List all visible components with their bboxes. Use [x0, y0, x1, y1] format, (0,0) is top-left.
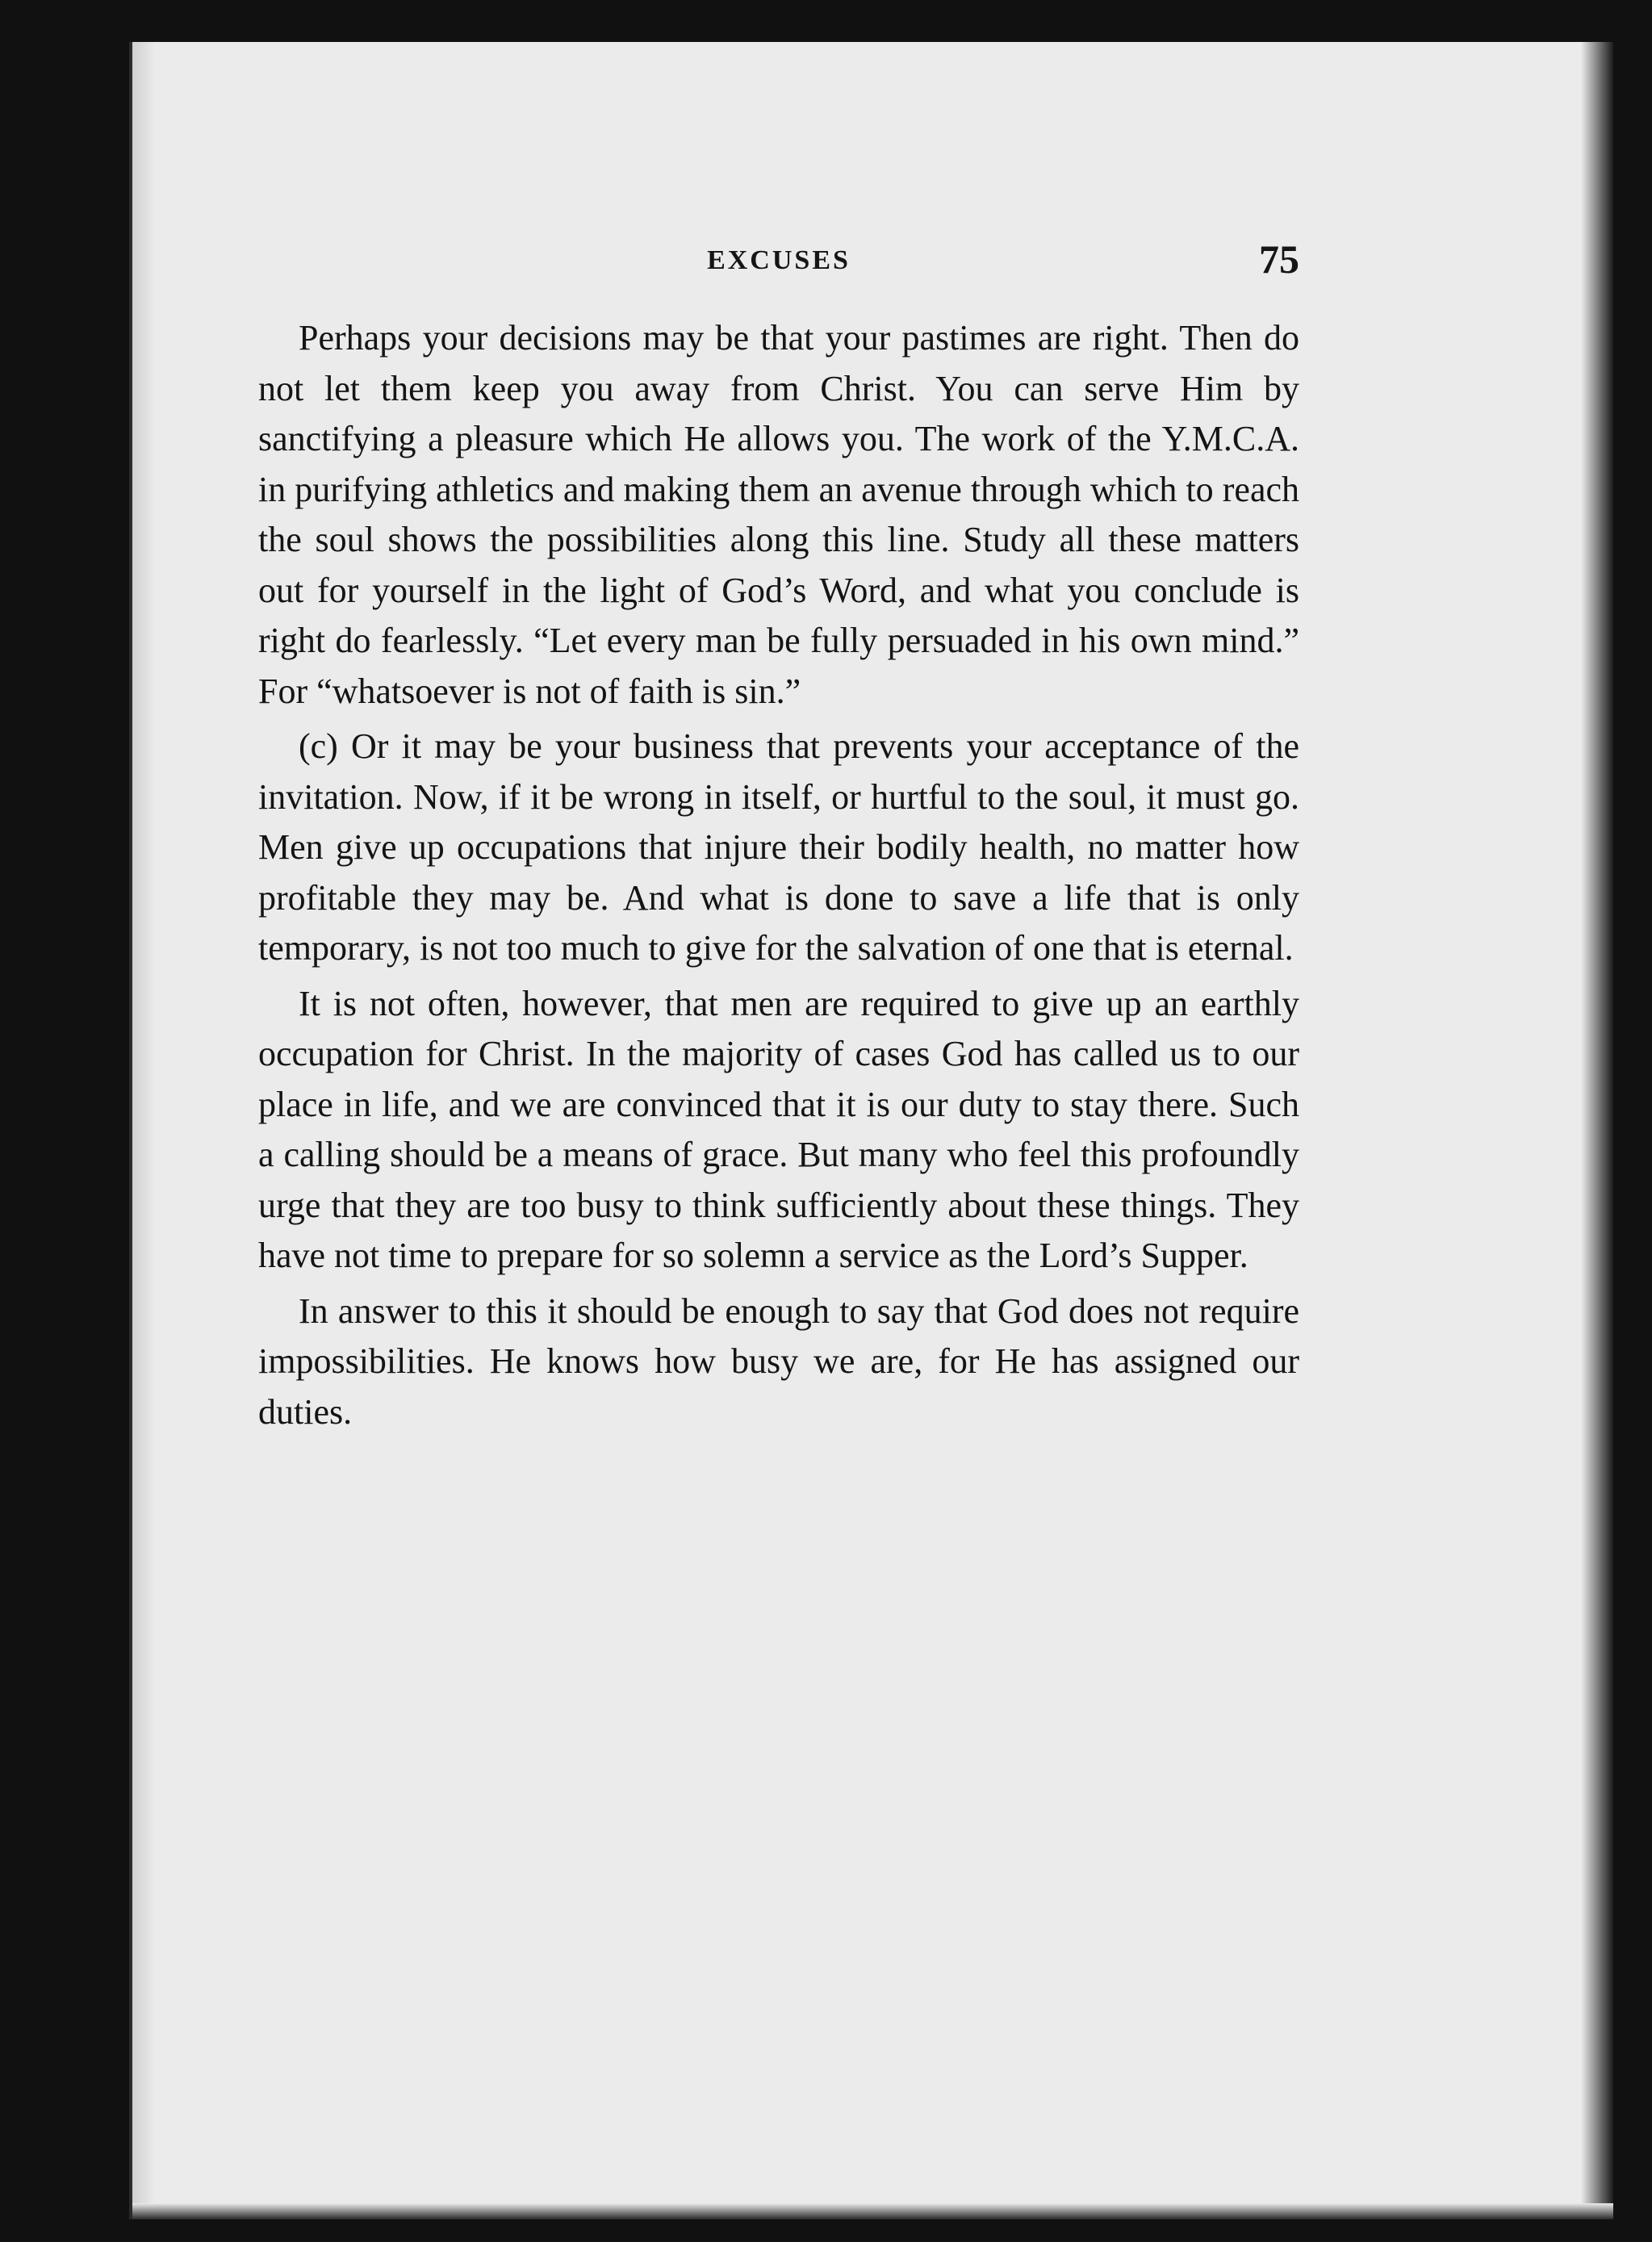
- paragraph-4: In answer to this it should be enough to say that God does not require impossibilities. He knows how busy we are, for He has assigned our duties.: [258, 1290, 1299, 1432]
- page-edge-shadow: [1581, 42, 1613, 2219]
- paragraph-3: It is not often, however, that men are required to give up an earthly occupation for Christ. In the majority of cases God has called us to our place in life, and we are convinced that it is our duty to stay there. Such a calling should be a means of grace. But many who feel this profoundly urge that they are too busy to think sufficiently about these things. They have not time to prepare for so solemn a service as the Lord’s Supper.: [258, 983, 1299, 1275]
- running-title: EXCUSES: [707, 245, 851, 275]
- body-text: [258, 313, 1299, 1442]
- page-number: 75: [1259, 236, 1299, 282]
- gutter-shadow: [132, 42, 155, 2219]
- paragraph-1: Perhaps your decisions may be that your pastimes are right. Then do not let them keep you away from Christ. You can serve Him by sanctifying a pleasure which He allows you. The work of the Y.M.C.A. in purifying athletics and making them an avenue through which to reach the soul shows the possibilities along this line. Study all these matters out for yourself in the light of God’s Word, and what you conclude is right do fearlessly. “Let every man be fully persuaded in his own mind.” For “whatsoever is not of faith is sin.”: [258, 318, 1299, 711]
- page-header: [258, 236, 1299, 300]
- paragraph-2: (c) Or it may be your business that prevents your acceptance of the invitation. Now, if it be wrong in itself, or hurtful to the soul, it must go. Men give up occupations that injure their bodily health, no matter how profitable they may be. And what is done to save a life that is only temporary, is not too much to give for the salvation of one that is eternal.: [258, 726, 1299, 968]
- bottom-edge-shadow: [132, 2203, 1613, 2219]
